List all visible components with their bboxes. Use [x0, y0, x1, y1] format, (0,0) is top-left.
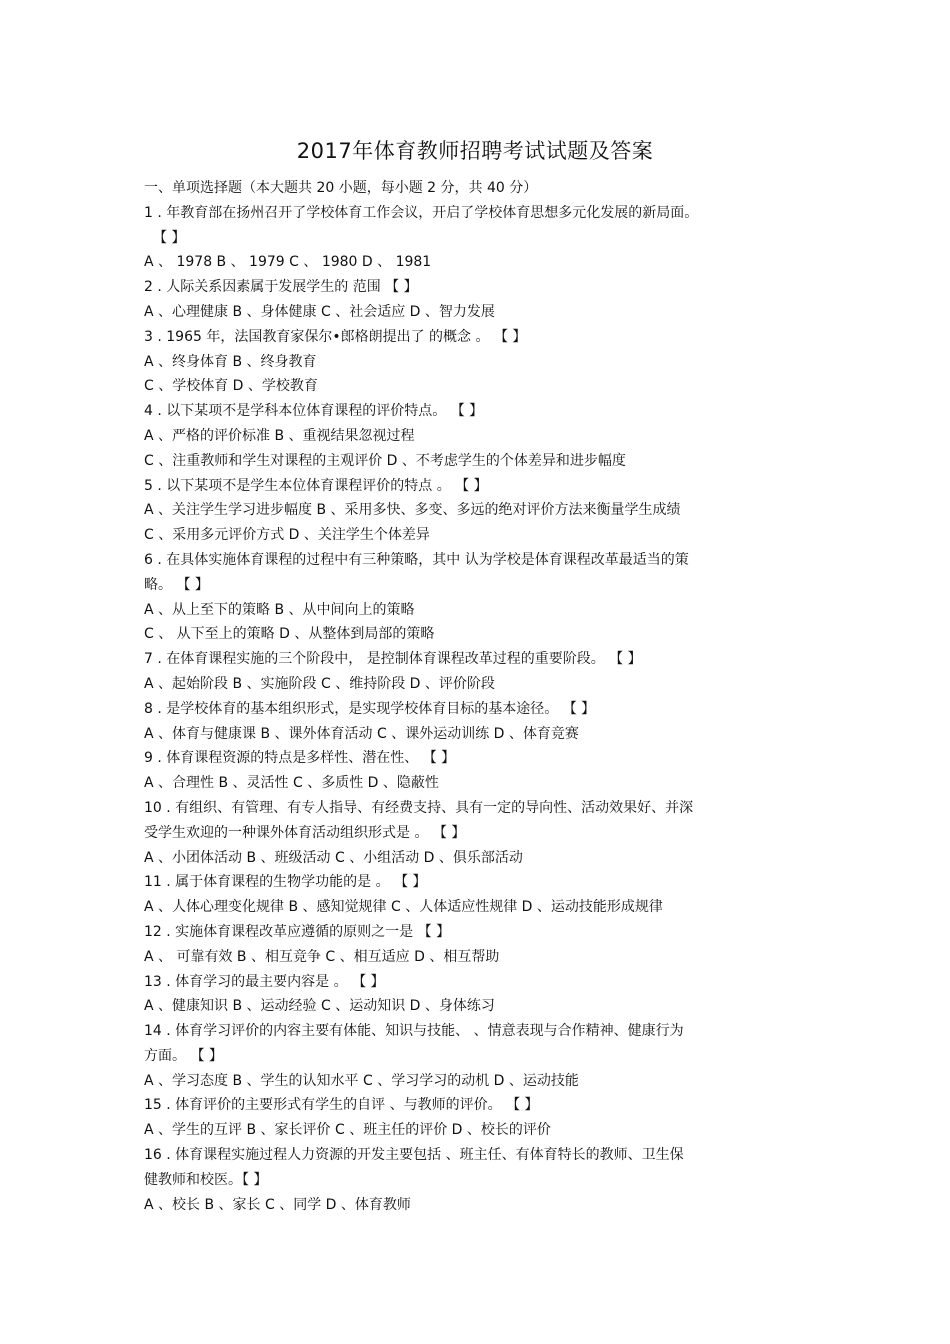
question-5-options-a: A 、关注学生学习进步幅度 B 、采用多快、多变、多远的绝对评价方法来衡量学生成绩	[144, 502, 681, 519]
question-4-options-c: C 、注重教师和学生对课程的主观评价 D 、不考虑学生的个体差异和进步幅度	[144, 452, 626, 469]
question-10: 10 . 有组织、有管理、有专人指导、有经费支持、具有一定的导向性、活动效果好、并深	[144, 799, 694, 816]
question-3-options-c: C 、学校体育 D 、学校教育	[144, 378, 318, 395]
question-3: 3 . 1965 年，法国教育家保尔•郎格朗提出了 的概念 。 【 】	[144, 328, 527, 345]
question-4-options-a: A 、严格的评价标准 B 、重视结果忽视过程	[144, 427, 415, 444]
section-heading: 一、单项选择题（本大题共 20 小题，每小题 2 分，共 40 分）	[144, 180, 538, 196]
question-15-options: A 、学生的互评 B 、家长评价 C 、班主任的评价 D 、校长的评价	[144, 1122, 551, 1139]
question-14-options: A 、学习态度 B 、学生的认知水平 C 、学习学习的动机 D 、运动技能	[144, 1072, 579, 1089]
question-1-options: A 、 1978 B 、 1979 C 、 1980 D 、 1981	[144, 254, 432, 271]
question-7-options: A 、起始阶段 B 、实施阶段 C 、维持阶段 D 、评价阶段	[144, 675, 495, 692]
question-6-options-a: A 、从上至下的策略 B 、从中间向上的策略	[144, 601, 415, 618]
question-10-continued: 受学生欢迎的一种课外体育活动组织形式是 。 【 】	[144, 824, 466, 841]
question-15: 15 . 体育评价的主要形式有学生的自评 、与教师的评价。 【 】	[144, 1097, 539, 1114]
question-12: 12 . 实施体育课程改革应遵循的原则之一是 【 】	[144, 923, 451, 940]
question-5: 5 . 以下某项不是学生本位体育课程评价的特点 。 【 】	[144, 477, 488, 494]
document-title: 2017年体育教师招聘考试试题及答案	[296, 139, 654, 163]
question-11: 11 . 属于体育课程的生物学功能的是 。 【 】	[144, 874, 427, 891]
question-2-options: A 、心理健康 B 、身体健康 C 、社会适应 D 、智力发展	[144, 303, 495, 320]
question-13-options: A 、健康知识 B 、运动经验 C 、运动知识 D 、身体练习	[144, 998, 495, 1015]
question-8: 8 . 是学校体育的基本组织形式，是实现学校体育目标的基本途径。 【 】	[144, 700, 596, 717]
question-1: 1 . 年教育部在扬州召开了学校体育工作会议，开启了学校体育思想多元化发展的新局面。	[144, 204, 699, 221]
question-3-options-a: A 、终身体育 B 、终身教育	[144, 353, 317, 370]
question-2: 2 . 人际关系因素属于发展学生的 范围 【 】	[144, 279, 418, 296]
question-16-continued: 健教师和校医。【 】	[144, 1171, 268, 1188]
question-5-options-c: C 、采用多元评价方式 D 、关注学生个体差异	[144, 527, 430, 544]
question-13: 13 . 体育学习的最主要内容是 。 【 】	[144, 973, 385, 990]
question-8-options: A 、体育与健康课 B 、课外体育活动 C 、课外运动训练 D 、体育竞赛	[144, 725, 579, 742]
document-body	[144, 176, 824, 1217]
question-6: 6 . 在具体实施体育课程的过程中有三种策略，其中 认为学校是体育课程改革最适当的策	[144, 551, 689, 568]
question-6-continued: 略。 【 】	[144, 576, 209, 593]
question-4: 4 . 以下某项不是学科本位体育课程的评价特点。 【 】	[144, 403, 484, 420]
question-14: 14 . 体育学习评价的内容主要有体能、知识与技能、 、情意表现与合作精神、健康行为	[144, 1023, 684, 1040]
question-7: 7 . 在体育课程实施的三个阶段中， 是控制体育课程改革过程的重要阶段。 【 】	[144, 651, 642, 668]
question-9-options: A 、合理性 B 、灵活性 C 、多质性 D 、隐蔽性	[144, 775, 439, 792]
question-9: 9 . 体育课程资源的特点是多样性、潜在性、 【 】	[144, 750, 456, 767]
question-14-continued: 方面。 【 】	[144, 1047, 223, 1064]
question-1-bracket: 【 】	[153, 229, 186, 246]
question-11-options: A 、人体心理变化规律 B 、感知觉规律 C 、人体适应性规律 D 、运动技能形成规律	[144, 899, 663, 916]
question-12-options: A 、 可靠有效 B 、相互竞争 C 、相互适应 D 、相互帮助	[144, 948, 500, 965]
question-10-options: A 、小团体活动 B 、班级活动 C 、小组活动 D 、俱乐部活动	[144, 849, 523, 866]
question-16: 16 . 体育课程实施过程人力资源的开发主要包括 、班主任、有体育特长的教师、卫生保	[144, 1147, 684, 1164]
question-16-options: A 、校长 B 、家长 C 、同学 D 、体育教师	[144, 1196, 411, 1213]
question-6-options-c: C 、 从下至上的策略 D 、从整体到局部的策略	[144, 626, 435, 643]
